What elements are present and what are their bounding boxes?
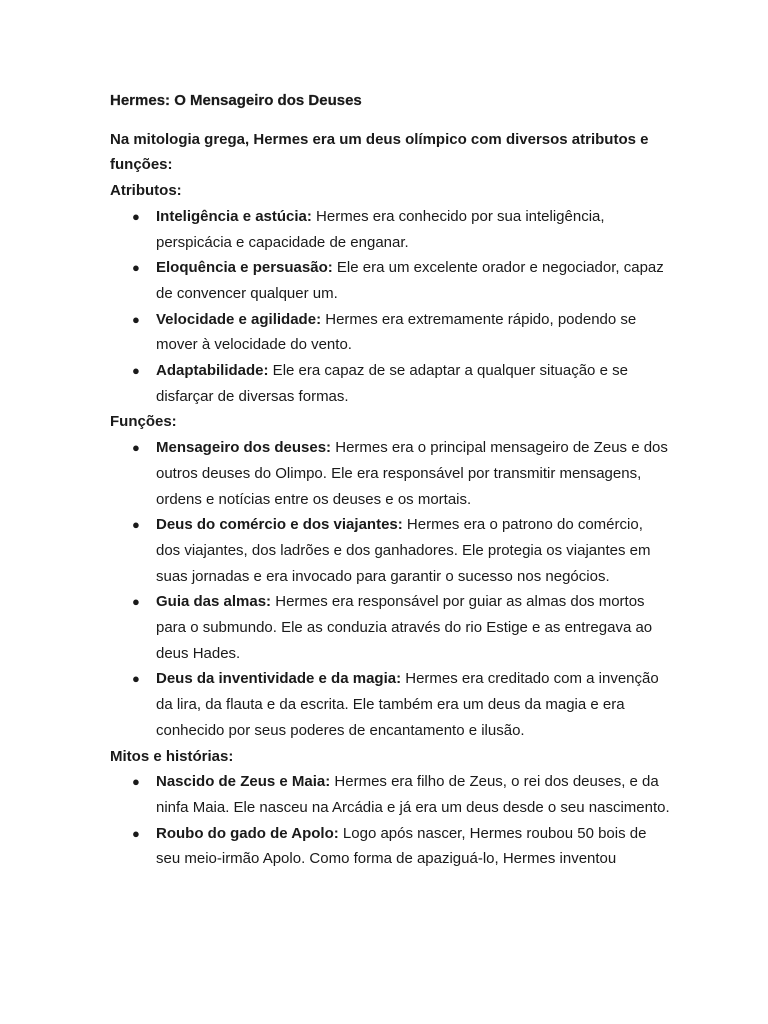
item-text: Hermes era responsável por guiar as almas dos mortos para o submundo. Ele as conduzia através do rio Estige e as entregava ao deus Hades. — [156, 593, 653, 662]
item-text: Hermes era creditado com a invenção da lira, da flauta e da escrita. Ele também era um deus da magia e era conhecido por seus poderes de encantamento e ilusão. — [156, 670, 659, 739]
list-item — [132, 769, 670, 820]
list-item — [132, 358, 670, 409]
document-title-text: Hermes: O Mensageiro dos Deuses — [110, 92, 362, 109]
item-term: Nascido de Zeus e Maia: — [156, 773, 331, 791]
section-heading-atributos: Atributos: — [110, 182, 182, 200]
document-intro: Na mitologia grega, Hermes era um deus olímpico com diversos atributos e funções: — [110, 130, 649, 174]
list-item — [132, 204, 670, 255]
list-item — [132, 307, 670, 358]
list-item — [132, 589, 670, 666]
item-term: Inteligência e astúcia: — [156, 207, 312, 225]
document-title — [110, 88, 670, 114]
item-term: Mensageiro dos deuses: — [156, 439, 332, 457]
list-funcoes — [110, 435, 670, 743]
item-text: Hermes era conhecido por sua inteligência, perspicácia e capacidade de enganar. — [156, 207, 605, 251]
item-term: Eloquência e persuasão: — [156, 259, 333, 277]
item-text: Ele era um excelente orador e negociador, capaz de convencer qualquer um. — [156, 259, 664, 302]
list-item — [132, 821, 670, 872]
section-heading-mitos: Mitos e histórias: — [110, 747, 234, 765]
bullet-icon: ● — [132, 260, 140, 276]
bullet-icon: ● — [132, 208, 140, 224]
item-text: Logo após nascer, Hermes roubou 50 bois de seu meio-irmão Apolo. Como forma de apaziguá-lo, Hermes inventou — [156, 824, 647, 868]
bullet-icon: ● — [132, 594, 140, 610]
bullet-icon: ● — [132, 517, 140, 533]
list-atributos — [110, 204, 670, 410]
list-mitos — [110, 769, 670, 872]
bullet-icon: ● — [132, 363, 140, 379]
item-term: Velocidade e agilidade: — [156, 310, 322, 328]
item-text: Hermes era filho de Zeus, o rei dos deuses, e da ninfa Maia. Ele nasceu na Arcádia e já era um deus desde o seu nascimento. — [156, 773, 670, 816]
list-item — [132, 512, 670, 589]
bullet-icon: ● — [132, 774, 140, 790]
item-term: Adaptabilidade: — [156, 362, 269, 380]
item-term: Deus do comércio e dos viajantes: — [156, 516, 403, 534]
item-text: Hermes era o principal mensageiro de Zeus e dos outros deuses do Olimpo. Ele era responsável por transmitir mensagens, ordens e notícias entre os deuses e os mortais. — [156, 439, 668, 508]
list-item — [132, 255, 670, 306]
bullet-icon: ● — [132, 825, 140, 841]
document-body — [110, 88, 670, 872]
list-item — [132, 435, 670, 512]
bullet-icon: ● — [132, 671, 140, 687]
item-text: Ele era capaz de se adaptar a qualquer situação e se disfarçar de diversas formas. — [156, 362, 628, 405]
item-text: Hermes era o patrono do comércio, dos viajantes, dos ladrões e dos ganhadores. Ele protegia os viajantes em suas jornadas e era invocado para garantir o sucesso nos negócios. — [156, 516, 651, 585]
item-text: Hermes era extremamente rápido, podendo se mover à velocidade do vento. — [156, 310, 637, 354]
list-item — [132, 666, 670, 743]
bullet-icon: ● — [132, 311, 140, 327]
item-term: Roubo do gado de Apolo: — [156, 824, 339, 842]
bullet-icon: ● — [132, 440, 140, 456]
item-term: Deus da inventividade e da magia: — [156, 670, 402, 688]
section-heading-funcoes: Funções: — [110, 413, 177, 431]
item-term: Guia das almas: — [156, 593, 272, 611]
